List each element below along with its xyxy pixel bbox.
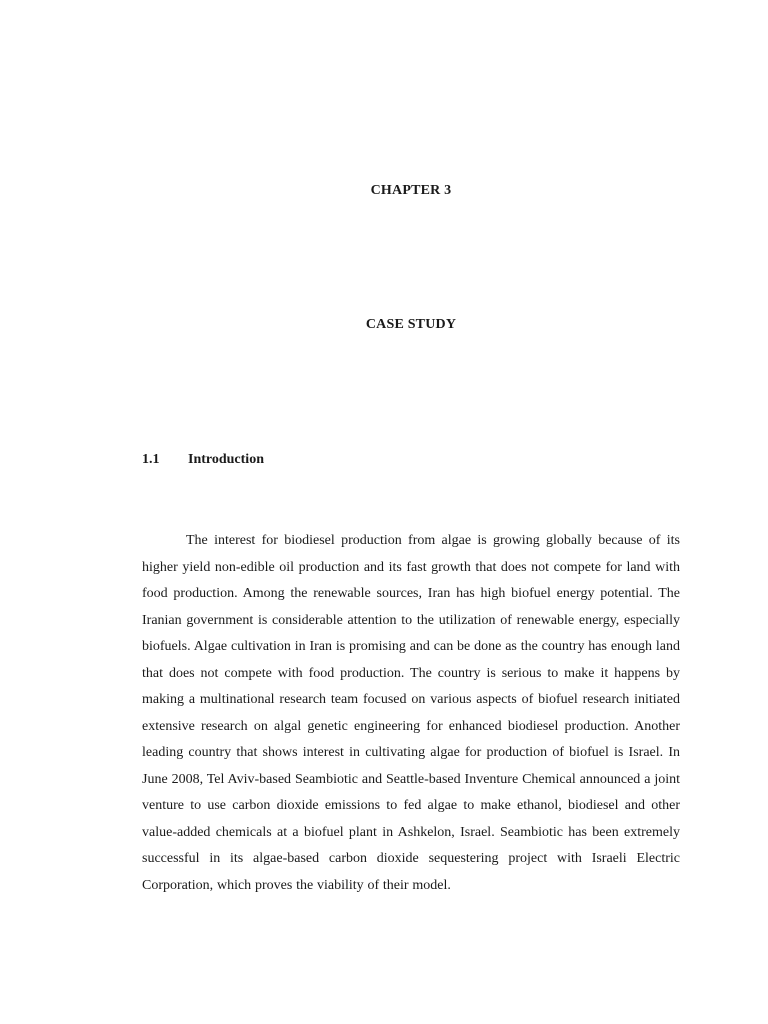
section-title: Introduction: [188, 452, 264, 467]
section-heading: [142, 452, 264, 468]
section-number: 1.1: [142, 452, 160, 467]
chapter-title: CASE STUDY: [365, 317, 457, 332]
body-paragraph: The interest for biodiesel production from algae is growing globally because of its higher yield non-edible oil production and its fast growth that does not compete for land with food production. Among the renewable sources, Iran has high biofuel energy potential. The Iranian government is considerable attention to the utilization of renewable energy, especially biofuels. Algae cultivation in Iran is promising and can be done as the country has enough land that does not compete with food production. The country is serious to make it happens by making a multinational research team focused on various aspects of biofuel research initiated extensive research on algal genetic engineering for enhanced biodiesel production. Another leading country that shows interest in cultivating algae for production of biofuel is Israel. In June 2008, Tel Aviv-based Seambiotic and Seattle-based Inventure Chemical announced a joint venture to use carbon dioxide emissions to fed algae to make ethanol, biodiesel and other value-added chemicals at a biofuel plant in Ashkelon, Israel. Seambiotic has been extremely successful in its algae-based carbon dioxide sequestering project with Israeli Electric Corporation, which proves the viability of their model.: [142, 533, 680, 893]
chapter-label: CHAPTER 3: [370, 183, 452, 198]
